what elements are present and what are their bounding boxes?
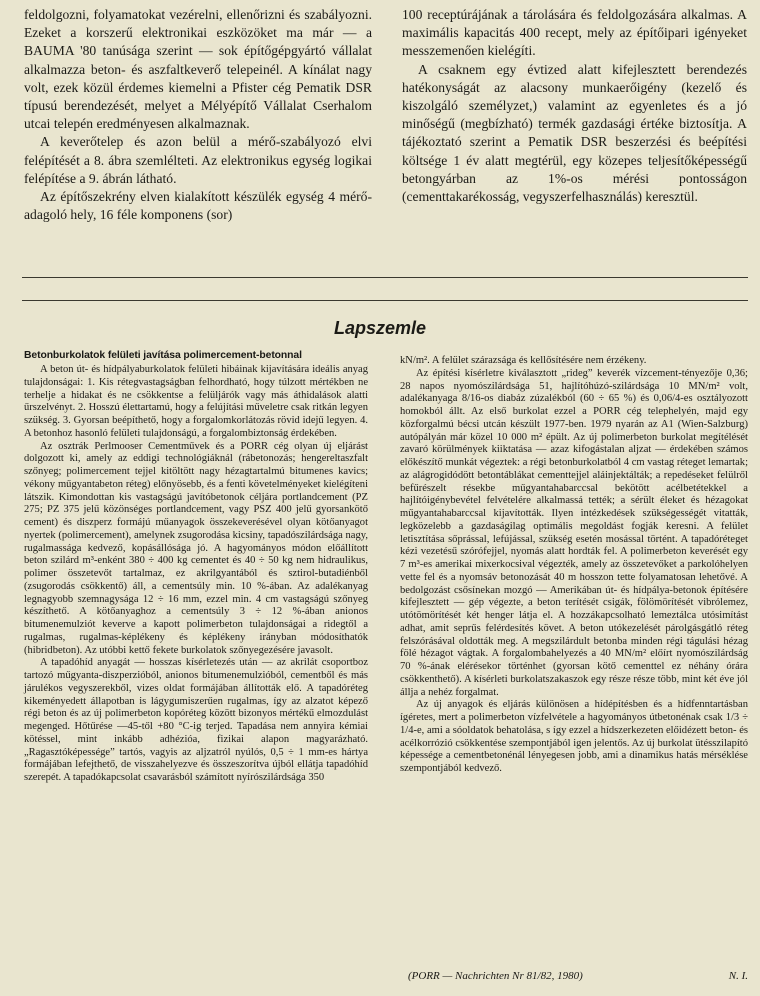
paragraph: Az osztrák Perlmooser Cementművek és a PORR cég olyan új eljárást dolgozott ki, amely az eddigi technológiáknál (rábetonozás; hengereltaszfalt szőnyeg; polimercement tejjel kitöltött nagy hézagtartalmú bitumenes kavics; vékony műgyantabeton réteg) előnyösebb, és a fenti követelményeket kielégíteni látszik. Kimondottan kis vastagságú javítóbetonok céljára portlandcement (PZ 275; PZ 375 jelű közönséges portlandcement, vagy PSZ 400 jelű gyorsankötő cement) és diszperz formájú műanyagok összekeverésével olyan kötőanyagot nyertek (polimercement), amelynek zsugorodása kicsiny, tapadószilárdsága nagy, rugalmassága kedvező, kopásállósága jó. A hagyományos módon előállított beton szilárd m³-enként 380 ÷ 400 kg cementet és 40 ÷ 50 kg nem hidraulikus, polimer összetevőt tartalmaz, ez akrilgyantából és sztirol-butadiénből (zsugorodás csökkentő) áll, a cementsúly min. 10 %-ában. Az adalékanyag legnagyobb szemnagysága 12 ÷ 16 mm, ezzel min. 4 cm vastagságú szőnyeg készíthető. A kötőanyaghoz a cementsúly 3 ÷ 12 %-ában anionos bitumenemulziót keverve a kapott polimerbeton tulajdonságai a ridegtől a rugalmas, rugalmas-képlékeny és képlékeny irányban módosíthatók (hibridbeton). Az utóbbi kettő fekete burkolatok szőnyegezésére javasolt. [24,440,368,656]
author-initials: N. I. [728,970,748,982]
paragraph: feldolgozni, folyamatokat vezérelni, ellenőrizni és szabályozni. Ezeket a korszerű elektronikai eszközöket ma már — a BAUMA '80 tanúsága szerint — sok építőgépgyártó vállalat alkalmazza beton- és aszfaltkeverő telepeinél. A kínálat nagy volt, ezek közül érdemes kiemelni a Pfister cég Pematik DSR típusú berendezését, melyet a Mélyépítő Vállalat Cserhalom utcai telepén eredményesen alkalmaznak. [24,7,372,132]
section-title: Lapszemle [333,318,427,338]
divider-rule [22,277,748,278]
source-citation [408,970,748,982]
paragraph: 100 receptúrájának a tárolására és feldolgozására alkalmas. A maximális kapacitás 400 recept, mely az építőipari igényeket messzemenően kielégíti. [402,7,747,59]
paragraph: A csaknem egy évtized alatt kifejlesztett berendezés hatékonyságát az alacsony munkaerőigény (kezelő és kiszolgáló személyzet,) valamint az egyenletes és a jó minőségű (megbízható) termék gazdasági értéke biztosítja. A tájékoztató szerint a Pematik DSR beszerzési és beépítési költsége 1 év alatt megtérül, egy közepes teljesítőképességű betongyárban az 1%-os mérési pontosságon (cementtakarékosság, vegyszerfelhasználás) keresztül. [402,61,747,205]
article-left-column [24,349,368,785]
paragraph: kN/m². A felület szárazsága és kellősítésére nem érzékeny. [400,355,647,366]
article-right-column [400,355,748,776]
top-right-column [402,6,747,206]
paragraph: Az építőszekrény elven kialakított készülék egység 4 mérő-adagoló hely, 16 féle komponens (sor) [24,189,372,223]
paragraph: A tapadóhíd anyagát — hosszas kísérletezés után — az akrilát csoportboz tartozó műgyanta-diszperzióból, anionos bitumenemulzióból, cementből és más járulékos vegyszerekből, vizes oldat formájában állították elő. A tapadóréteg kikeményedett állapotban is lágygumiszerűen rugalmas, így az alzatot képező régi beton és az új polimerbeton kopóréteg között bizonyos mértékű elmozdulást megenged. Hőtűrése —45-től +80 °C-ig terjed. Tapadása nem annyira kémiai kötéssel, mint inkább adhézióa, fizikai alapon magyarázható. „Ragasztóképessége” tartós, vagyis az aljzatról nyúlós, 0,5 ÷ 1 mm-es hártya formájában lefejthető, de visszahelyezve és összeszorítva újból ellátja tapadóhíd szerepét. A tapadókapcsolat csavarásból számított nyírószilárdsága 350 [24,657,368,783]
article-heading: Betonburkolatok felületi javítása polimercement-betonnal [24,350,302,361]
divider-rule [22,300,748,301]
paragraph: A keverőtelep és azon belül a mérő-szabályozó elvi felépítését a 8. ábra szemlélteti. Az elektronikus egység logikai felépítése a 9. ábrán látható. [24,134,372,186]
paragraph: A beton út- és hídpályaburkolatok felületi hibáinak kijavítására ideális anyag tulajdonságai: 1. Kis rétegvastagságban felhordható, hogy túlzott mértékben ne terhelje a hidakat és ne csökkentse a felüljárók vagy más áthidalások alatti űrszelvényt. 2. Hosszú élettartamú, hogy a felújítási műveletre csak ritkán legyen szükség. 3. Gyorsan beépíthető, hogy a forgalomkorlátozás rövid idejű legyen. 4. A betonhoz hasonló felületi tulajdonságú, a forgalombiztonság érdekében. [24,364,368,439]
source-reference: (PORR — Nachrichten Nr 81/82, 1980) [408,970,583,982]
paragraph: Az új anyagok és eljárás különösen a hídépítésben és a hídfenntartásban ígéretes, mert a polimerbeton vízfelvétele a hagyományos útbetonénak csak 1/3 ÷ 1/4-e, ami a sóoldatok behatolása, s így ezzel a hídszerkezeten előidézett beton- és acélkorrózió csökkentése szempontjából igen jelentős. Az új burkolat ütésszilapító képessége a cementbetonénál lényegesen jobb, ami a dinamikus hatás mérséklése szempontjából kedvező. [400,699,748,774]
paragraph: Az építési kísérletre kiválasztott „rideg” keverék vízcement-tényezője 0,36; 28 napos nyomószilárdsága 51, hajlítóhúzó-szilárdsága 10 MN/m² volt, adalékanyaga 8/16-os diabáz zúzalékból (60 ÷ 65 %) és 0,06/4-es osztályozott homokból állt. Az első burkolat ezzel a PORR cég telephelyén, majd egy közforgalmú bécsi utcán készült 1977-ben. 1979 nyarán az A1 (Wien-Salzburg) autópályán már közel 10 000 m² épült. Az új polimerbeton burkolat megítélését zavaró körülmények kiiktatása — azaz kifogástalan aljzat — érdekében számos előkészítő munkát végeztek: a régi betonburkolatból 4 cm vastag réteget lemartak; az alágrogidódött betontáblákat cementtejjel aláinjektálták; a repedéseket felülről befűrészelt résekbe műgyantahabarccsal bekötött acélbetétekkel a hajlítóigénybevétel felvételére alkalmassá tették; a sérült éleket és hézagokat műgyantahabarccsal kijavították. Ilyen intézkedések szükségességét vitatták, legközelebb a gazdaságilag optimális megoldást fogják keresni. A felület letisztítása sőprással, lefújással, szükség esetén mosással történt. A tapadóréteget kézi vezetésű szórófejjel, nyomás alatt hordták fel. A polimerbeton keverését egy 7 m³-es amerikai mixerkocsival végezték, amely az összetevőket a parkolóhelyen vette fel és a nyomsáv betonozását 40 m hosszon tette folyamatosan lehetővé. A bedolgozást csősínekan mozgó — Amerikában út- és hídpálya-betonok építésére kifejlesztett — gép végezte, a beton terítését csigák, fölömörítését vibrólemez, utótömörítését két henger látja el. A hozzákapcsolható lemeztálca utósimítást adhat, amit seprűs felérdesítés követ. A beton utókezelését párolgásgátló réteg felszórásával oldották meg. A megszilárdult betonba minden régi tágulási hézag fölé hézagot vágtak. A forgalombahelyezés a 40 MN/m² előírt nyomószilárdság 70 %-ának elérésekor történhet (gyorsan kötő cementtel ez néhány órára csökkenthető). A kísérleti burkolatszakaszok egy része része több, mint két éve jól állja a nehéz forgalmat. [400,367,748,698]
top-left-column [24,6,372,224]
